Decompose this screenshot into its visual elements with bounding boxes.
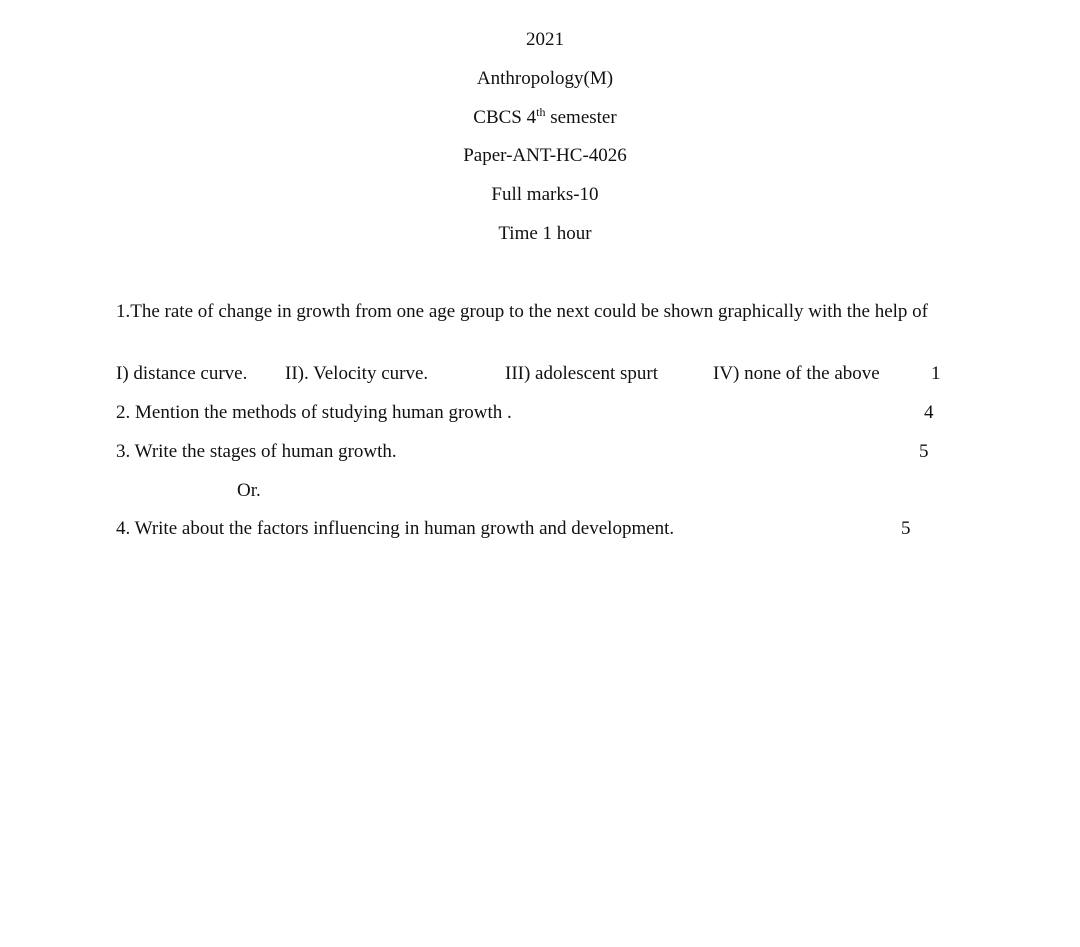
question-1-text: 1.The rate of change in growth from one age group to the next could be shown graphically with the help of xyxy=(116,301,929,322)
exam-duration: Time 1 hour xyxy=(498,223,592,244)
semester-prefix: CBCS 4 xyxy=(473,107,537,128)
paper-code: Paper-ANT-HC-4026 xyxy=(463,145,627,166)
full-marks: Full marks-10 xyxy=(491,184,599,205)
semester-superscript: th xyxy=(536,105,546,119)
question-2-marks: 4 xyxy=(924,402,934,423)
question-1-marks: 1 xyxy=(931,363,941,384)
question-4-marks: 5 xyxy=(901,518,911,539)
question-1-option-4: IV) none of the above xyxy=(713,363,880,384)
question-1-option-3: III) adolescent spurt xyxy=(505,363,658,384)
question-3-marks: 5 xyxy=(919,441,929,462)
subject-title: Anthropology(M) xyxy=(476,68,614,89)
semester-suffix: semester xyxy=(545,107,617,128)
question-2-text: 2. Mention the methods of studying human growth . xyxy=(116,402,512,423)
question-1-option-1: I) distance curve. xyxy=(116,363,248,384)
question-1-option-2: II). Velocity curve. xyxy=(285,363,429,384)
or-separator: Or. xyxy=(237,480,261,501)
exam-year: 2021 xyxy=(526,29,564,50)
question-3-text: 3. Write the stages of human growth. xyxy=(116,441,397,462)
question-4-text: 4. Write about the factors influencing in human growth and development. xyxy=(116,518,675,539)
semester-line xyxy=(0,107,1080,129)
